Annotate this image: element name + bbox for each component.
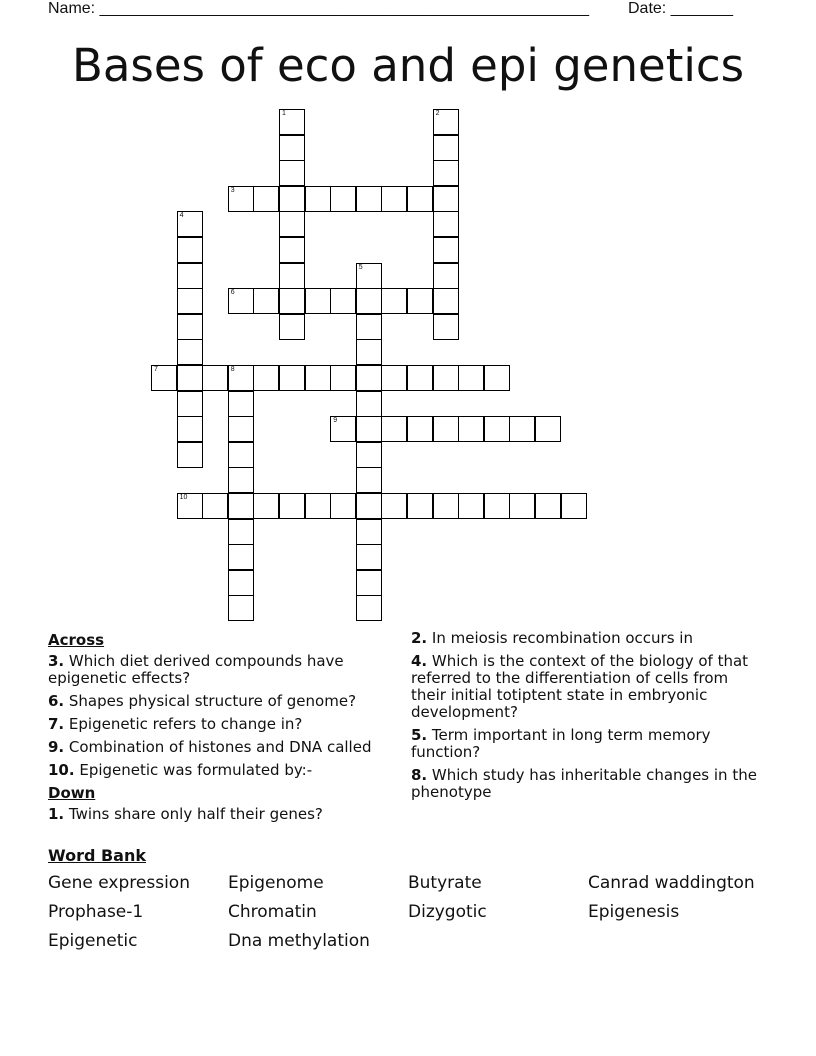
grid-cell[interactable] — [177, 493, 203, 519]
grid-cell[interactable] — [228, 493, 254, 519]
clue-item-text: Twins share only half their genes? — [64, 805, 323, 823]
grid-cell[interactable] — [177, 391, 203, 417]
grid-cell[interactable] — [356, 314, 382, 340]
word-bank-item: Dna methylation — [228, 931, 370, 951]
grid-cell[interactable] — [279, 263, 305, 289]
grid-cell[interactable] — [305, 186, 331, 212]
word-bank-item: Canrad waddington — [588, 873, 755, 893]
grid-cell[interactable] — [356, 263, 382, 289]
grid-cell[interactable] — [228, 544, 254, 570]
clue-item-number: 1. — [48, 805, 65, 823]
grid-cell[interactable] — [458, 416, 484, 442]
grid-cell[interactable] — [177, 339, 203, 365]
grid-cell[interactable] — [228, 391, 254, 417]
word-bank-item: Epigenome — [228, 873, 324, 893]
grid-cell[interactable] — [279, 135, 305, 161]
grid-cell[interactable] — [433, 109, 459, 135]
clue-number: 2 — [435, 110, 440, 117]
clue-item-number: 2. — [411, 629, 428, 647]
word-bank — [48, 873, 788, 951]
clue-number: 3 — [230, 186, 235, 194]
down-clue-list-continued — [411, 630, 766, 801]
grid-cell[interactable] — [407, 416, 433, 442]
grid-cell[interactable] — [228, 595, 254, 621]
grid-cell[interactable] — [356, 416, 382, 442]
grid-cell[interactable] — [356, 544, 382, 570]
clue-item-text: In meiosis recombination occurs in — [427, 629, 693, 647]
grid-cell[interactable] — [407, 186, 433, 212]
clue-item-number: 3. — [48, 652, 65, 670]
grid-cell[interactable] — [433, 160, 459, 186]
grid-cell[interactable] — [279, 186, 305, 212]
clue-item-number: 6. — [48, 692, 65, 710]
clue-item — [411, 727, 766, 761]
grid-cell[interactable] — [356, 365, 382, 391]
clue-item-text: Shapes physical structure of genome? — [64, 692, 357, 710]
grid-cell[interactable] — [228, 467, 254, 493]
grid-cell[interactable] — [433, 237, 459, 263]
clue-number: 1 — [282, 110, 286, 117]
grid-cell[interactable] — [458, 493, 484, 519]
grid-cell[interactable] — [330, 365, 356, 391]
clue-number: 10 — [179, 494, 188, 501]
grid-cell[interactable] — [228, 186, 254, 212]
grid-cell[interactable] — [433, 263, 459, 289]
down-clue-list — [48, 806, 393, 823]
grid-cell[interactable] — [305, 493, 331, 519]
word-bank-item: Butyrate — [408, 873, 482, 893]
grid-cell[interactable] — [433, 416, 459, 442]
grid-cell[interactable] — [484, 493, 510, 519]
grid-cell[interactable] — [458, 365, 484, 391]
clue-item — [48, 653, 393, 687]
grid-cell[interactable] — [330, 186, 356, 212]
grid-cell[interactable] — [279, 365, 305, 391]
grid-cell[interactable] — [279, 314, 305, 340]
date-field-label: Date: _______ — [628, 0, 733, 17]
grid-cell[interactable] — [279, 237, 305, 263]
grid-cell[interactable] — [279, 288, 305, 314]
grid-cell[interactable] — [177, 263, 203, 289]
grid-cell[interactable] — [253, 186, 279, 212]
down-heading: Down — [48, 784, 96, 802]
clue-item — [48, 739, 393, 756]
clue-number: 8 — [230, 366, 235, 373]
grid-cell[interactable] — [330, 493, 356, 519]
grid-cell[interactable] — [228, 570, 254, 596]
grid-cell[interactable] — [484, 416, 510, 442]
grid-cell[interactable] — [279, 160, 305, 186]
word-bank-item: Dizygotic — [408, 902, 487, 922]
grid-cell[interactable] — [356, 442, 382, 468]
clue-item-number: 5. — [411, 726, 428, 744]
grid-cell[interactable] — [253, 288, 279, 314]
grid-cell[interactable] — [509, 493, 535, 519]
clue-number: 5 — [358, 263, 363, 271]
clue-item-number: 7. — [48, 715, 65, 733]
grid-cell[interactable] — [305, 288, 331, 314]
clue-item-number: 4. — [411, 652, 428, 670]
clue-item-text: Combination of histones and DNA called — [64, 738, 372, 756]
clue-item — [48, 693, 393, 710]
clue-item — [411, 630, 766, 647]
grid-cell[interactable] — [228, 288, 254, 314]
grid-cell[interactable] — [535, 416, 561, 442]
grid-cell[interactable] — [279, 109, 305, 135]
word-bank-item: Prophase-1 — [48, 902, 144, 922]
grid-cell[interactable] — [228, 365, 254, 391]
grid-cell[interactable] — [202, 365, 228, 391]
grid-cell[interactable] — [177, 442, 203, 468]
clue-item-text: Which study has inheritable changes in the phenotype — [411, 766, 757, 801]
clue-item — [48, 716, 393, 733]
grid-cell[interactable] — [535, 493, 561, 519]
grid-cell[interactable] — [356, 339, 382, 365]
grid-cell[interactable] — [279, 493, 305, 519]
grid-cell[interactable] — [561, 493, 587, 519]
clue-item — [411, 653, 766, 721]
clue-item-number: 10. — [48, 761, 75, 779]
grid-cell[interactable] — [253, 493, 279, 519]
clue-item-number: 9. — [48, 738, 65, 756]
grid-cell[interactable] — [253, 365, 279, 391]
grid-cell[interactable] — [356, 595, 382, 621]
grid-cell[interactable] — [433, 365, 459, 391]
grid-cell[interactable] — [433, 135, 459, 161]
clue-item-text: Epigenetic was formulated by:- — [74, 761, 313, 779]
clue-item — [411, 767, 766, 801]
clue-number: 6 — [230, 289, 235, 297]
grid-cell[interactable] — [305, 365, 331, 391]
grid-cell[interactable] — [356, 519, 382, 545]
grid-cell[interactable] — [228, 416, 254, 442]
clue-item-text: Which diet derived compounds have epigenetic effects? — [48, 652, 344, 687]
word-bank-item: Epigenesis — [588, 902, 680, 922]
grid-cell[interactable] — [228, 442, 254, 468]
clue-item-text: Epigenetic refers to change in? — [64, 715, 303, 733]
grid-cell[interactable] — [177, 288, 203, 314]
grid-cell[interactable] — [356, 288, 382, 314]
grid-cell[interactable] — [177, 237, 203, 263]
grid-cell[interactable] — [484, 365, 510, 391]
clue-item-text: Term important in long term memory function? — [411, 726, 711, 761]
grid-cell[interactable] — [381, 365, 407, 391]
grid-cell[interactable] — [177, 416, 203, 442]
grid-cell[interactable] — [356, 570, 382, 596]
across-clue-list — [48, 653, 393, 779]
grid-cell[interactable] — [356, 186, 382, 212]
grid-cell[interactable] — [356, 493, 382, 519]
grid-cell[interactable] — [381, 186, 407, 212]
grid-cell[interactable] — [177, 211, 203, 237]
grid-cell[interactable] — [407, 288, 433, 314]
grid-cell[interactable] — [330, 288, 356, 314]
word-bank-heading: Word Bank — [48, 846, 147, 865]
grid-cell[interactable] — [433, 186, 459, 212]
grid-cell[interactable] — [279, 211, 305, 237]
clue-number: 9 — [333, 417, 338, 425]
name-field-label: Name: _______________________________________________________ — [48, 0, 589, 17]
grid-cell[interactable] — [433, 288, 459, 314]
grid-cell[interactable] — [407, 493, 433, 519]
grid-cell[interactable] — [202, 493, 228, 519]
grid-cell[interactable] — [177, 314, 203, 340]
grid-cell[interactable] — [228, 519, 254, 545]
word-bank-item: Gene expression — [48, 873, 190, 893]
clue-item-text: Which is the context of the biology of that referred to the differentiation of cells from their initial totiptent state in embryonic development? — [411, 652, 749, 721]
grid-cell[interactable] — [177, 365, 203, 391]
grid-cell[interactable] — [381, 416, 407, 442]
grid-cell[interactable] — [330, 416, 356, 442]
clue-item — [48, 762, 393, 779]
clues-right-column — [411, 630, 766, 807]
grid-cell[interactable] — [381, 493, 407, 519]
word-bank-item: Chromatin — [228, 902, 317, 922]
clue-item-number: 8. — [411, 766, 428, 784]
grid-cell[interactable] — [407, 365, 433, 391]
word-bank-item: Epigenetic — [48, 931, 138, 951]
grid-cell[interactable] — [433, 493, 459, 519]
grid-cell[interactable] — [356, 467, 382, 493]
clue-item — [48, 806, 393, 823]
page-title: Bases of eco and epi genetics — [71, 39, 745, 92]
grid-cell[interactable] — [509, 416, 535, 442]
across-heading: Across — [48, 631, 105, 649]
grid-cell[interactable] — [356, 391, 382, 417]
grid-cell[interactable] — [151, 365, 177, 391]
clues-left-column — [48, 630, 393, 829]
clue-number: 4 — [179, 212, 184, 220]
clue-number: 7 — [154, 366, 158, 373]
grid-cell[interactable] — [381, 288, 407, 314]
grid-cell[interactable] — [433, 314, 459, 340]
grid-cell[interactable] — [433, 211, 459, 237]
